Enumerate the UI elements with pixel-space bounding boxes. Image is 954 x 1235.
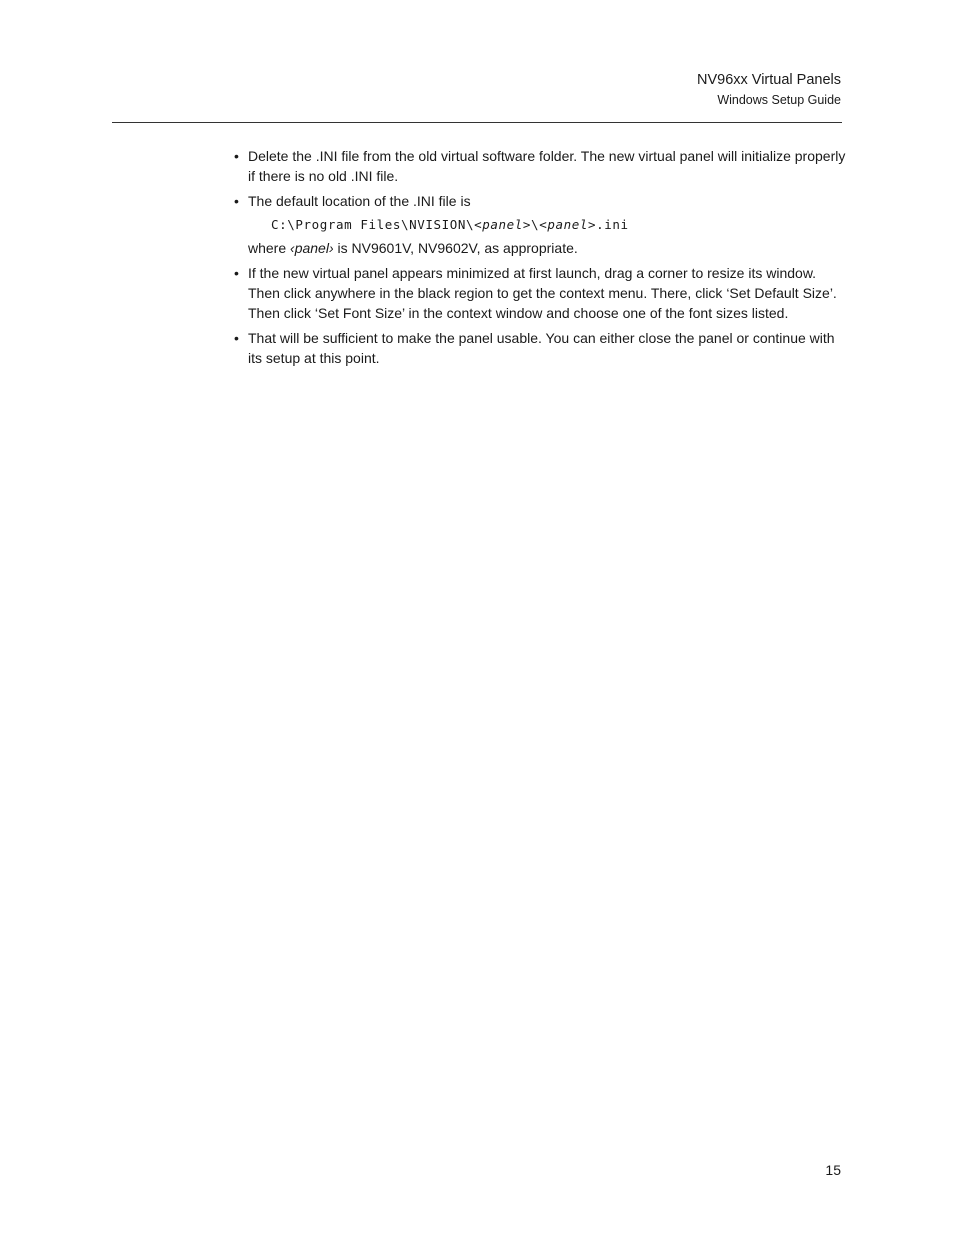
page-number: 15 (825, 1162, 841, 1178)
page-content (232, 146, 847, 373)
code-panel-2: <panel> (539, 217, 597, 232)
where-panel-note (248, 238, 847, 258)
bullet-panel-usable-text: That will be sufficient to make the panel usable. You can either close the panel or continue with its setup at this point. (248, 330, 835, 366)
code-panel-1: <panel> (474, 217, 532, 232)
bullet-panel-usable (232, 328, 847, 368)
header-rule (112, 122, 842, 123)
where-suffix: is NV9601V, NV9602V, as appropriate. (333, 240, 578, 256)
code-separator: \ (531, 217, 540, 232)
code-suffix: .ini (596, 217, 629, 232)
bullet-delete-ini-text: Delete the .INI file from the old virtual software folder. The new virtual panel will initialize properly if there is no old .INI file. (248, 148, 846, 184)
ini-path-code (271, 215, 847, 235)
code-prefix: C:\Program Files\NVISION\ (271, 217, 475, 232)
bullet-resize-window (232, 263, 847, 323)
header-subtitle: Windows Setup Guide (717, 93, 841, 107)
where-panel: ‹panel› (290, 240, 334, 256)
where-prefix: where (248, 240, 291, 256)
bullet-resize-window-text: If the new virtual panel appears minimized at first launch, drag a corner to resize its window. Then click anywhere in the black region to get the context menu. There, click ‘Set Default Size’. Then click ‘Set Font Size’ in the context window and choose one of the font sizes listed. (248, 265, 837, 321)
running-header (697, 70, 841, 109)
bullet-default-location (232, 191, 847, 258)
header-title: NV96xx Virtual Panels (696, 72, 841, 88)
bullet-default-location-text: The default location of the .INI file is (248, 193, 471, 209)
bullet-delete-ini (232, 146, 847, 186)
